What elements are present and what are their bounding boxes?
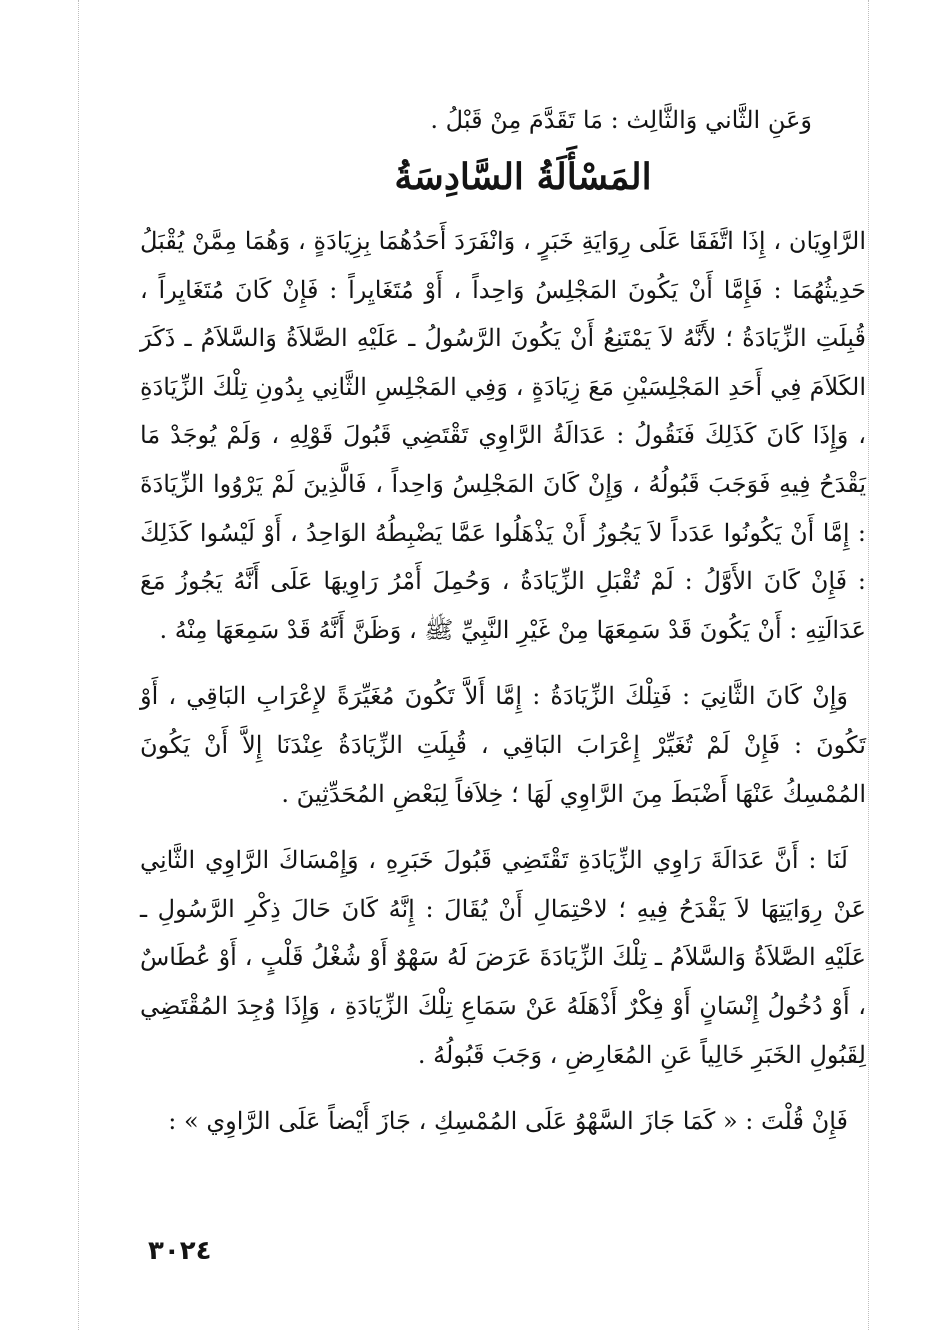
page-content <box>140 95 866 1164</box>
scan-guide-line-right <box>868 0 869 1330</box>
paragraph-2: وَإِنْ كَانَ الثَّانِيَ : فَتِلْكَ الزِّيَادَةُ : إِمَّا أَلاَّ تَكُونَ مُغَيِّرَةً لإِعْرَابِ البَاقِي ، أَوْ تَكُونَ : فَإِنْ لَمْ تُغَيِّرْ إِعْرَابَ البَاقِي ، قُبِلَتِ الزِّيَادَةُ عِنْدَنَا إِلاَّ أَنْ يَكُونَ المُمْسِكُ عَنْهَا أَضْبَطَ مِنَ الرَّاوِي لَهَا ؛ خِلاَفاً لِبَعْضِ المُحَدِّثِينَ . <box>140 682 866 808</box>
section-title: المَسْأَلَةُ السَّادِسَةُ <box>394 156 652 198</box>
paragraph-1: الرَّاوِيَان ، إِذَا اتَّفَقَا عَلَى رِوَايَةِ خَبَرٍ ، وَانْفَرَدَ أَحَدُهُمَا بِزِيَادَةٍ ، وَهُمَا مِمَّنْ يُقْبَلُ حَدِيثُهُمَا : فَإِمَّا أَنْ يَكُونَ المَجْلِسُ وَاحِداً ، أَوْ مُتَغَايِراً : فَإِنْ كَانَ مُتَغَايِراً ، قُبِلَتِ الزِّيَادَةُ ؛ لأَنَّهُ لاَ يَمْتَنِعُ أَنْ يَكُونَ الرَّسُولُ ـ عَلَيْهِ الصَّلاَةُ وَالسَّلاَمُ ـ ذَكَرَ الكَلاَمَ فِي أَحَدِ المَجْلِسَيْنِ مَعَ زِيَادَةٍ ، وَفِي المَجْلِسِ الثَّانِي بِدُونِ تِلْكَ الزِّيَادَةِ ، وَإِذَا كَانَ كَذَلِكَ فَنَقُولُ : عَدَالَةُ الرَّاوِي تَقْتَضِي قَبُولَ قَوْلِهِ ، وَلَمْ يُوجَدْ مَا يَقْدَحُ فِيهِ فَوَجَبَ قَبُولُهُ ، وَإِنْ كَانَ المَجْلِسُ وَاحِداً ، فَالَّذِينَ لَمْ يَرْوُوا الزِّيَادَةَ : إِمَّا أَنْ يَكُونُوا عَدَداً لاَ يَجُوزُ أَنْ يَذْهَلُوا عَمَّا يَضْبِطُهُ الوَاحِدُ ، أَوْ لَيْسُوا كَذَلِكَ : فَإِنْ كَانَ الأَوَّلُ : لَمْ تُقْبَلِ الزِّيَادَةُ ، وَحُمِلَ أَمْرُ رَاوِيهَا عَلَى أَنَّهُ يَجُوزُ مَعَ عَدَالَتِهِ : أَنْ يَكُونَ قَدْ سَمِعَهَا مِنْ غَيْرِ النَّبِيِّ ﷺ ، وَظَنَّ أَنَّهُ قَدْ سَمِعَهَا مِنْهُ . <box>140 227 866 644</box>
paragraph-3: لَنَا : أَنَّ عَدَالَةَ رَاوِي الزِّيَادَةِ تَقْتَضِي قَبُولَ خَبَرِهِ ، وَإِمْسَاكَ الرَّاوِي الثَّانِي عَنْ رِوَايَتِهَا لاَ يَقْدَحُ فِيهِ ؛ لاحْتِمَالِ أَنْ يُقَالَ : إِنَّهُ كَانَ حَالَ ذِكْرِ الرَّسُولِ ـ عَلَيْهِ الصَّلاَةُ وَالسَّلاَمُ ـ تِلْكَ الزِّيَادَةَ عَرَضَ لَهُ سَهْوٌ أَوْ شُغْلُ قَلْبٍ ، أَوْ عُطَاسٌ ، أَوْ دُخُولُ إِنْسَانٍ أَوْ فِكْرٌ أَذْهَلَهُ عَنْ سَمَاعِ تِلْكَ الزِّيَادَةِ ، وَإِذَا وُجِدَ المُقْتَضِي لِقَبُولِ الخَبَرِ خَالِياً عَنِ المُعَارِضِ ، وَجَبَ قَبُولُهُ . <box>140 846 866 1069</box>
scan-guide-line-left <box>78 0 79 1330</box>
page-number: ٣٠٢٤ <box>148 1236 212 1266</box>
paragraph-4: فَإِنْ قُلْتَ : « كَمَا جَازَ السَّهْوُ عَلَى المُمْسِكِ ، جَازَ أَيْضاً عَلَى الرَّاوِي » : <box>168 1107 848 1136</box>
intro-line: وَعَنِ الثَّاني وَالثَّالِث : مَا تَقَدَّمَ مِنْ قَبْلُ . <box>430 106 812 134</box>
